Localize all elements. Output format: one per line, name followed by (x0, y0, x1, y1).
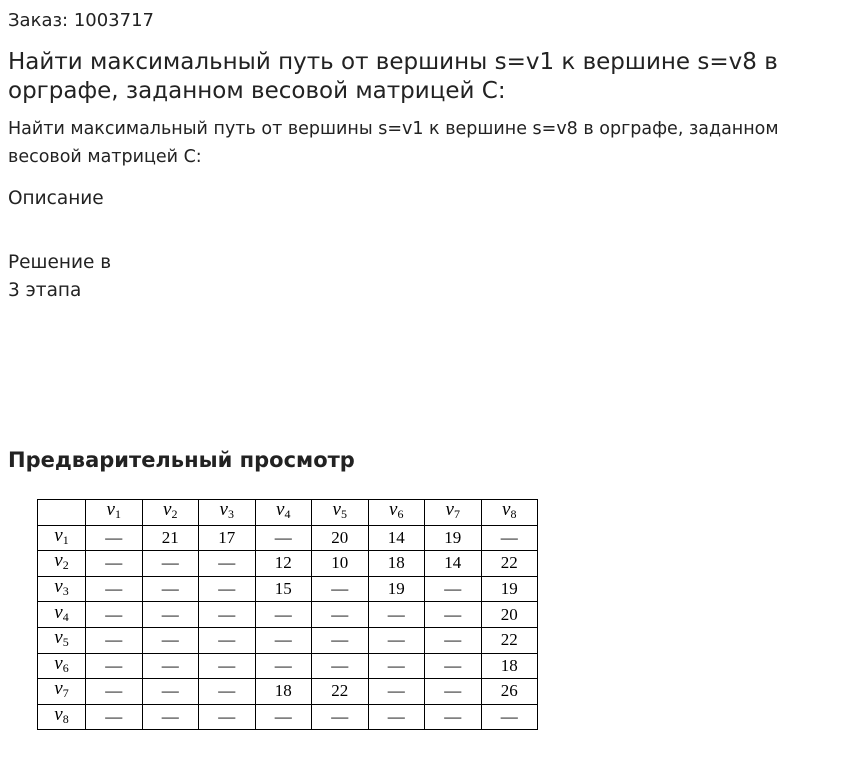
solution-line-1: Решение в (8, 252, 112, 273)
matrix-cell: 21 (142, 525, 199, 551)
column-vertex-label (107, 499, 121, 520)
matrix-cell: 19 (368, 576, 425, 602)
row-vertex-label (54, 704, 68, 725)
matrix-column-header (481, 500, 538, 526)
matrix-row-header (38, 602, 86, 628)
matrix-cell: — (142, 627, 199, 653)
matrix-cell: — (86, 525, 143, 551)
matrix-row-header (38, 704, 86, 730)
column-vertex-label (333, 499, 347, 520)
matrix-cell: 14 (368, 525, 425, 551)
matrix-cell: 19 (481, 576, 538, 602)
matrix-column-header (368, 500, 425, 526)
vertex-index: 3 (227, 507, 234, 522)
matrix-cell: 14 (425, 551, 482, 577)
matrix-cell: — (425, 576, 482, 602)
matrix-cell: 18 (481, 653, 538, 679)
matrix-row (38, 602, 538, 628)
matrix-cell: 22 (481, 627, 538, 653)
matrix-cell: — (255, 525, 312, 551)
matrix-cell: — (86, 679, 143, 705)
matrix-cell: — (199, 627, 256, 653)
matrix-cell: — (255, 704, 312, 730)
vertex-symbol: v (502, 499, 511, 521)
matrix-cell: — (86, 576, 143, 602)
column-vertex-label (163, 499, 177, 520)
vertex-symbol: v (389, 499, 398, 521)
vertex-symbol: v (54, 704, 63, 726)
matrix-column-header (312, 500, 369, 526)
matrix-row (38, 551, 538, 577)
vertex-symbol: v (219, 499, 228, 521)
matrix-cell: 18 (255, 679, 312, 705)
matrix-cell: — (368, 627, 425, 653)
row-vertex-label (54, 678, 68, 699)
matrix-cell: — (199, 704, 256, 730)
matrix-cell: — (425, 627, 482, 653)
matrix-cell: 22 (312, 679, 369, 705)
vertex-index: 1 (62, 532, 69, 547)
vertex-index: 6 (397, 507, 404, 522)
matrix-row (38, 653, 538, 679)
matrix-cell: 18 (368, 551, 425, 577)
matrix-cell: — (255, 653, 312, 679)
matrix-row-header (38, 653, 86, 679)
matrix-cell: — (199, 679, 256, 705)
matrix-cell: — (312, 704, 369, 730)
matrix-cell: — (142, 576, 199, 602)
vertex-symbol: v (54, 627, 63, 649)
matrix-cell: — (425, 679, 482, 705)
description-section-label: Описание (8, 188, 104, 209)
matrix-column-header (255, 500, 312, 526)
matrix-cell: — (142, 679, 199, 705)
vertex-symbol: v (54, 601, 63, 623)
matrix-row (38, 704, 538, 730)
matrix-cell: — (255, 602, 312, 628)
matrix-cell: — (255, 627, 312, 653)
vertex-symbol: v (54, 678, 63, 700)
column-vertex-label (389, 499, 403, 520)
column-vertex-label (446, 499, 460, 520)
matrix-cell: — (199, 576, 256, 602)
matrix-cell: — (425, 704, 482, 730)
matrix-cell: — (86, 627, 143, 653)
column-vertex-label (220, 499, 234, 520)
row-vertex-label (54, 550, 68, 571)
matrix-cell: — (86, 602, 143, 628)
matrix-row-header (38, 551, 86, 577)
matrix-cell: — (312, 653, 369, 679)
matrix-cell: — (368, 704, 425, 730)
vertex-index: 8 (62, 712, 69, 727)
matrix-cell: — (86, 653, 143, 679)
matrix-cell: — (86, 551, 143, 577)
matrix-cell: — (142, 602, 199, 628)
matrix-cell: — (142, 653, 199, 679)
vertex-index: 4 (284, 507, 291, 522)
row-vertex-label (54, 602, 68, 623)
matrix-cell: — (312, 627, 369, 653)
vertex-index: 7 (62, 686, 69, 701)
matrix-cell: — (312, 576, 369, 602)
matrix-row (38, 627, 538, 653)
vertex-index: 5 (340, 507, 347, 522)
matrix-cell: 19 (425, 525, 482, 551)
matrix-cell: — (142, 704, 199, 730)
matrix-body (38, 525, 538, 730)
row-vertex-label (54, 525, 68, 546)
matrix-cell: 15 (255, 576, 312, 602)
vertex-symbol: v (163, 499, 172, 521)
vertex-symbol: v (54, 550, 63, 572)
matrix-cell: 20 (312, 525, 369, 551)
solution-line-2: 3 этапа (8, 280, 82, 301)
matrix-cell: — (312, 602, 369, 628)
matrix-cell: — (481, 704, 538, 730)
matrix-cell: — (142, 551, 199, 577)
matrix-cell: — (481, 525, 538, 551)
vertex-symbol: v (106, 499, 115, 521)
column-vertex-label (276, 499, 290, 520)
task-description: Найти максимальный путь от вершины s=v1 к вершине s=v8 в орграфе, заданном весовой матрицей C: (8, 119, 779, 167)
matrix-column-header (425, 500, 482, 526)
matrix-cell: 20 (481, 602, 538, 628)
page-title: Найти максимальный путь от вершины s=v1 к вершине s=v8 в орграфе, заданном весовой матрицей C: (8, 49, 778, 104)
vertex-symbol: v (445, 499, 454, 521)
matrix-row (38, 576, 538, 602)
matrix-column-header (86, 500, 143, 526)
row-vertex-label (54, 653, 68, 674)
weight-matrix-table (37, 499, 538, 730)
vertex-symbol: v (276, 499, 285, 521)
row-vertex-label (54, 576, 68, 597)
vertex-index: 7 (453, 507, 460, 522)
matrix-cell: 12 (255, 551, 312, 577)
vertex-index: 8 (510, 507, 517, 522)
matrix-row-header (38, 525, 86, 551)
vertex-symbol: v (54, 576, 63, 598)
matrix-cell: — (368, 653, 425, 679)
matrix-cell: — (425, 602, 482, 628)
matrix-row-header (38, 576, 86, 602)
vertex-symbol: v (54, 652, 63, 674)
matrix-row-header (38, 679, 86, 705)
matrix-row-header (38, 627, 86, 653)
vertex-index: 4 (62, 609, 69, 624)
vertex-index: 5 (62, 635, 69, 650)
vertex-index: 6 (62, 660, 69, 675)
matrix-cell: 10 (312, 551, 369, 577)
matrix-cell: — (199, 653, 256, 679)
matrix-cell: 22 (481, 551, 538, 577)
preview-heading: Предварительный просмотр (8, 448, 355, 472)
matrix-row (38, 525, 538, 551)
matrix-cell: — (425, 653, 482, 679)
vertex-symbol: v (54, 524, 63, 546)
vertex-index: 1 (114, 507, 121, 522)
matrix-cell: 26 (481, 679, 538, 705)
vertex-index: 2 (171, 507, 178, 522)
matrix-cell: — (368, 679, 425, 705)
solution-info (8, 249, 111, 305)
matrix-cell: — (368, 602, 425, 628)
matrix-column-header (199, 500, 256, 526)
row-vertex-label (54, 627, 68, 648)
vertex-index: 2 (62, 558, 69, 573)
vertex-index: 3 (62, 584, 69, 599)
vertex-symbol: v (332, 499, 341, 521)
matrix-row (38, 679, 538, 705)
matrix-header-row (38, 500, 538, 526)
matrix-cell: — (199, 602, 256, 628)
matrix-cell: — (86, 704, 143, 730)
matrix-column-header (142, 500, 199, 526)
matrix-cell: — (199, 551, 256, 577)
order-number: Заказ: 1003717 (8, 10, 154, 31)
matrix-corner-cell (38, 500, 86, 526)
column-vertex-label (502, 499, 516, 520)
matrix-cell: 17 (199, 525, 256, 551)
